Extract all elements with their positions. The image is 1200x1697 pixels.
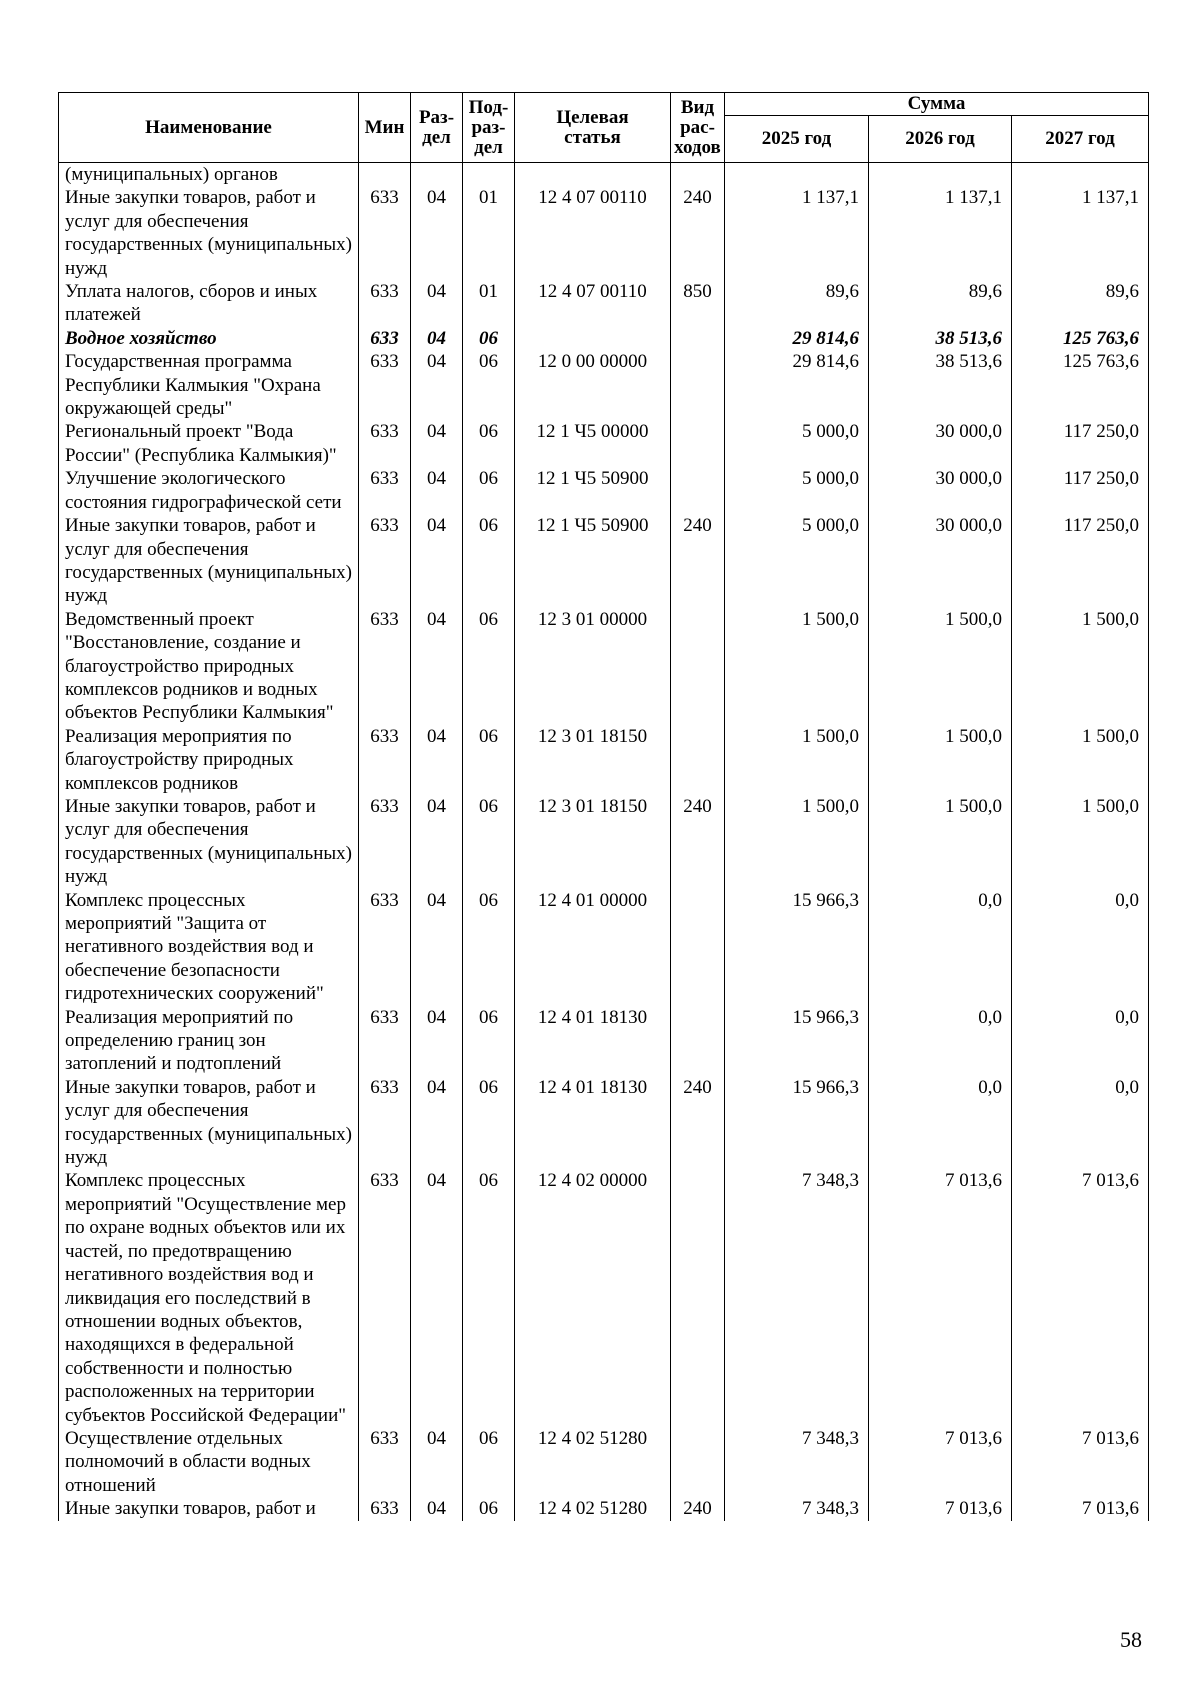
row-sum-2026: 7 013,6 (869, 1427, 1012, 1497)
row-sum-2025: 29 814,6 (725, 327, 869, 350)
row-podrazdel: 06 (463, 725, 515, 795)
row-sum-2025: 5 000,0 (725, 514, 869, 608)
row-celevaya-statya (515, 327, 671, 350)
row-podrazdel: 01 (463, 186, 515, 280)
row-min: 633 (359, 889, 411, 1006)
row-sum-2027: 117 250,0 (1012, 514, 1149, 608)
row-sum-2026: 38 513,6 (869, 327, 1012, 350)
row-podrazdel (463, 163, 515, 187)
row-celevaya-statya: 12 3 01 00000 (515, 608, 671, 725)
row-podrazdel: 06 (463, 467, 515, 514)
row-name: Улучшение экологического состояния гидрографической сети (59, 467, 359, 514)
row-vid-rashodov (671, 327, 725, 350)
row-sum-2026: 1 137,1 (869, 186, 1012, 280)
row-vid-rashodov (671, 350, 725, 420)
row-sum-2025: 1 500,0 (725, 608, 869, 725)
row-razdel: 04 (411, 795, 463, 889)
row-sum-2025: 89,6 (725, 280, 869, 327)
row-razdel: 04 (411, 1006, 463, 1076)
row-sum-2027: 117 250,0 (1012, 420, 1149, 467)
row-name: Ведомственный проект "Восстановление, создание и благоустройство природных комплексов родников и водных объектов Республики Калмыкия" (59, 608, 359, 725)
row-name: Осуществление отдельных полномочий в области водных отношений (59, 1427, 359, 1497)
row-sum-2025: 15 966,3 (725, 1006, 869, 1076)
row-name: Уплата налогов, сборов и иных платежей (59, 280, 359, 327)
row-celevaya-statya: 12 0 00 00000 (515, 350, 671, 420)
header-year-2027: 2027 год (1012, 116, 1149, 163)
row-sum-2025: 5 000,0 (725, 420, 869, 467)
row-razdel: 04 (411, 889, 463, 1006)
row-podrazdel: 06 (463, 1497, 515, 1520)
row-min: 633 (359, 420, 411, 467)
row-podrazdel: 01 (463, 280, 515, 327)
row-sum-2026: 30 000,0 (869, 467, 1012, 514)
row-sum-2025: 29 814,6 (725, 350, 869, 420)
row-vid-rashodov: 240 (671, 514, 725, 608)
row-sum-2027: 7 013,6 (1012, 1497, 1149, 1520)
row-razdel (411, 163, 463, 187)
row-name: Иные закупки товаров, работ и услуг для обеспечения государственных (муниципальных) нужд (59, 514, 359, 608)
row-min (359, 163, 411, 187)
row-sum-2026: 7 013,6 (869, 1497, 1012, 1520)
row-sum-2025: 15 966,3 (725, 889, 869, 1006)
row-sum-2025: 7 348,3 (725, 1427, 869, 1497)
row-razdel: 04 (411, 1076, 463, 1170)
row-sum-2025: 5 000,0 (725, 467, 869, 514)
row-sum-2027: 117 250,0 (1012, 467, 1149, 514)
row-razdel: 04 (411, 467, 463, 514)
row-sum-2027: 7 013,6 (1012, 1169, 1149, 1426)
row-sum-2027: 0,0 (1012, 1006, 1149, 1076)
row-sum-2027: 1 500,0 (1012, 608, 1149, 725)
row-podrazdel: 06 (463, 1169, 515, 1426)
table-body (59, 163, 1149, 1521)
row-sum-2027: 1 500,0 (1012, 795, 1149, 889)
row-name: Иные закупки товаров, работ и услуг для обеспечения государственных (муниципальных) нужд (59, 186, 359, 280)
table-header (59, 93, 1149, 163)
row-sum-2026: 30 000,0 (869, 420, 1012, 467)
row-razdel: 04 (411, 350, 463, 420)
table-row (59, 350, 1149, 420)
table-row (59, 1169, 1149, 1426)
row-sum-2027: 7 013,6 (1012, 1427, 1149, 1497)
table-row (59, 514, 1149, 608)
row-celevaya-statya: 12 1 Ч5 00000 (515, 420, 671, 467)
row-celevaya-statya: 12 4 07 00110 (515, 186, 671, 280)
row-min: 633 (359, 514, 411, 608)
row-name: Иные закупки товаров, работ и услуг для обеспечения государственных (муниципальных) нужд (59, 1076, 359, 1170)
row-podrazdel: 06 (463, 327, 515, 350)
table-row (59, 1076, 1149, 1170)
row-name: Иные закупки товаров, работ и (59, 1497, 359, 1520)
header-vid: Вид рас- ходов (671, 93, 725, 163)
header-razdel: Раз- дел (411, 93, 463, 163)
row-sum-2026: 0,0 (869, 889, 1012, 1006)
row-sum-2026: 0,0 (869, 1006, 1012, 1076)
row-podrazdel: 06 (463, 1076, 515, 1170)
row-sum-2025: 1 500,0 (725, 795, 869, 889)
row-vid-rashodov (671, 608, 725, 725)
row-min: 633 (359, 1169, 411, 1426)
row-vid-rashodov: 850 (671, 280, 725, 327)
row-celevaya-statya: 12 1 Ч5 50900 (515, 467, 671, 514)
row-min: 633 (359, 1076, 411, 1170)
row-sum-2027: 1 500,0 (1012, 725, 1149, 795)
document-page (58, 92, 1148, 1521)
header-year-2025: 2025 год (725, 116, 869, 163)
table-row (59, 1497, 1149, 1520)
row-celevaya-statya: 12 4 01 18130 (515, 1076, 671, 1170)
row-min: 633 (359, 350, 411, 420)
row-podrazdel: 06 (463, 1427, 515, 1497)
row-razdel: 04 (411, 186, 463, 280)
row-sum-2027: 125 763,6 (1012, 327, 1149, 350)
row-celevaya-statya: 12 3 01 18150 (515, 725, 671, 795)
row-razdel: 04 (411, 327, 463, 350)
row-celevaya-statya: 12 4 02 51280 (515, 1497, 671, 1520)
header-summa: Сумма (725, 93, 1149, 116)
row-sum-2026: 1 500,0 (869, 608, 1012, 725)
table-row (59, 420, 1149, 467)
row-podrazdel: 06 (463, 795, 515, 889)
row-razdel: 04 (411, 1497, 463, 1520)
row-sum-2025: 7 348,3 (725, 1497, 869, 1520)
row-sum-2026: 89,6 (869, 280, 1012, 327)
table-row (59, 467, 1149, 514)
row-name: Водное хозяйство (59, 327, 359, 350)
row-sum-2025: 15 966,3 (725, 1076, 869, 1170)
row-sum-2027: 0,0 (1012, 889, 1149, 1006)
header-celevaya: Целевая статья (515, 93, 671, 163)
row-podrazdel: 06 (463, 350, 515, 420)
row-razdel: 04 (411, 514, 463, 608)
row-celevaya-statya: 12 4 02 00000 (515, 1169, 671, 1426)
header-name: Наименование (59, 93, 359, 163)
table-row (59, 795, 1149, 889)
row-name: Реализация мероприятий по определению границ зон затоплений и подтоплений (59, 1006, 359, 1076)
row-name: Реализация мероприятия по благоустройству природных комплексов родников (59, 725, 359, 795)
row-podrazdel: 06 (463, 889, 515, 1006)
row-sum-2026: 0,0 (869, 1076, 1012, 1170)
row-sum-2026: 30 000,0 (869, 514, 1012, 608)
row-vid-rashodov (671, 1169, 725, 1426)
header-podrazdel: Под- раз- дел (463, 93, 515, 163)
table-row (59, 1427, 1149, 1497)
row-vid-rashodov (671, 725, 725, 795)
table-row (59, 163, 1149, 187)
row-sum-2025: 1 137,1 (725, 186, 869, 280)
row-name: Комплекс процессных мероприятий "Защита от негативного воздействия вод и обеспечение безопасности гидротехнических сооружений" (59, 889, 359, 1006)
row-celevaya-statya: 12 1 Ч5 50900 (515, 514, 671, 608)
row-celevaya-statya (515, 163, 671, 187)
row-sum-2026: 1 500,0 (869, 725, 1012, 795)
row-min: 633 (359, 467, 411, 514)
row-min: 633 (359, 608, 411, 725)
row-vid-rashodov: 240 (671, 1497, 725, 1520)
row-vid-rashodov: 240 (671, 1076, 725, 1170)
row-min: 633 (359, 725, 411, 795)
row-sum-2026: 1 500,0 (869, 795, 1012, 889)
row-sum-2027 (1012, 163, 1149, 187)
row-razdel: 04 (411, 1169, 463, 1426)
row-razdel: 04 (411, 608, 463, 725)
row-vid-rashodov (671, 467, 725, 514)
row-vid-rashodov (671, 163, 725, 187)
table-row (59, 608, 1149, 725)
row-min: 633 (359, 795, 411, 889)
row-vid-rashodov: 240 (671, 186, 725, 280)
row-vid-rashodov (671, 420, 725, 467)
row-vid-rashodov (671, 1427, 725, 1497)
row-razdel: 04 (411, 420, 463, 467)
row-celevaya-statya: 12 3 01 18150 (515, 795, 671, 889)
row-min: 633 (359, 186, 411, 280)
row-name: Региональный проект "Вода России" (Республика Калмыкия)" (59, 420, 359, 467)
row-min: 633 (359, 280, 411, 327)
row-sum-2026: 38 513,6 (869, 350, 1012, 420)
row-min: 633 (359, 1006, 411, 1076)
row-razdel: 04 (411, 1427, 463, 1497)
row-podrazdel: 06 (463, 608, 515, 725)
table-row (59, 280, 1149, 327)
row-sum-2026: 7 013,6 (869, 1169, 1012, 1426)
row-podrazdel: 06 (463, 420, 515, 467)
row-min: 633 (359, 1427, 411, 1497)
page-number: 58 (1120, 1627, 1142, 1652)
table-row (59, 1006, 1149, 1076)
row-name: Иные закупки товаров, работ и услуг для обеспечения государственных (муниципальных) нужд (59, 795, 359, 889)
row-razdel: 04 (411, 725, 463, 795)
row-sum-2025: 7 348,3 (725, 1169, 869, 1426)
table-row (59, 327, 1149, 350)
row-sum-2027: 0,0 (1012, 1076, 1149, 1170)
row-sum-2025: 1 500,0 (725, 725, 869, 795)
row-sum-2026 (869, 163, 1012, 187)
row-sum-2027: 89,6 (1012, 280, 1149, 327)
row-name: (муниципальных) органов (59, 163, 359, 187)
row-sum-2027: 1 137,1 (1012, 186, 1149, 280)
row-min: 633 (359, 1497, 411, 1520)
table-row (59, 186, 1149, 280)
row-celevaya-statya: 12 4 01 00000 (515, 889, 671, 1006)
row-sum-2025 (725, 163, 869, 187)
row-vid-rashodov (671, 1006, 725, 1076)
budget-table (58, 92, 1149, 1521)
row-podrazdel: 06 (463, 514, 515, 608)
row-name: Комплекс процессных мероприятий "Осуществление мер по охране водных объектов или их частей, по предотвращению негативного воздействия вод и ликвидация его последствий в отношении водных объектов, находящихся в федеральной собственности и полностью расположенных на территории субъектов Российской Федерации" (59, 1169, 359, 1426)
row-celevaya-statya: 12 4 07 00110 (515, 280, 671, 327)
header-year-2026: 2026 год (869, 116, 1012, 163)
row-sum-2027: 125 763,6 (1012, 350, 1149, 420)
row-vid-rashodov (671, 889, 725, 1006)
row-razdel: 04 (411, 280, 463, 327)
table-row (59, 889, 1149, 1006)
row-podrazdel: 06 (463, 1006, 515, 1076)
row-name: Государственная программа Республики Калмыкия "Охрана окружающей среды" (59, 350, 359, 420)
table-row (59, 725, 1149, 795)
header-min: Мин (359, 93, 411, 163)
row-vid-rashodov: 240 (671, 795, 725, 889)
row-min: 633 (359, 327, 411, 350)
row-celevaya-statya: 12 4 02 51280 (515, 1427, 671, 1497)
row-celevaya-statya: 12 4 01 18130 (515, 1006, 671, 1076)
